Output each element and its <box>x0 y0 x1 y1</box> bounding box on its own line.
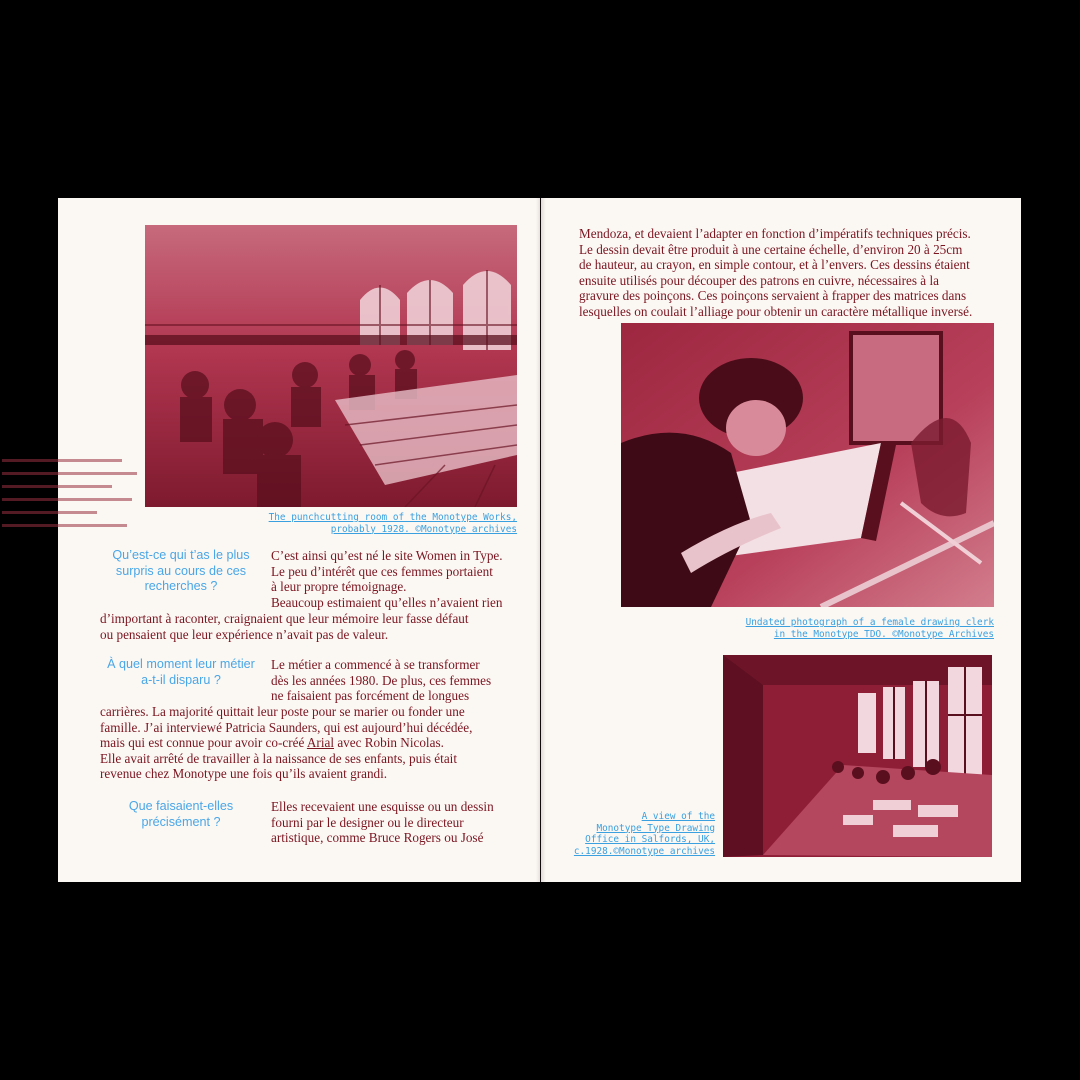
answer-2-text-b: avec Robin Nicolas. Elle avait arrêté de travailler à la naissance de ses enfants, puis était revenue chez Monotype une fois qu’ils avaient grandi. <box>100 735 457 782</box>
answer-2-continued <box>100 704 525 782</box>
photo2-caption: Undated photograph of a female drawing clerk in the Monotype TDO. ©Monotype Archives <box>745 617 994 640</box>
punchcutting-room-photo <box>145 225 517 507</box>
photo3-caption: A view of the Monotype Type Drawing Office in Salfords, UK, c.1928.©Monotype archives <box>573 811 715 857</box>
question-1: Qu’est-ce qui t’as le plus surpris au cours de ces recherches ? <box>112 548 250 593</box>
answer-2: Le métier a commencé à se transformer dès les années 1980. De plus, ces femmes ne faisaient pas forcément de longues <box>271 657 492 704</box>
question-3: Que faisaient-elles précisément ? <box>128 799 234 829</box>
answer-1-continued: d’important à raconter, craignaient que leur mémoire leur fasse défaut ou pensaient que leur expérience n’avait pas de valeur. <box>100 611 469 642</box>
book-gutter <box>536 198 546 882</box>
bleed-through-text <box>0 455 140 540</box>
question-2: À quel moment leur métier a-t-il disparu ? <box>107 657 255 687</box>
answer-1: C’est ainsi qu’est né le site Women in Type. Le peu d’intérêt que ces femmes portaient à leur propre témoignage. Beaucoup estimaient qu’elles n’avaient rien <box>271 548 503 610</box>
photo1-caption: The punchcutting room of the Monotype Works, probably 1928. ©Monotype archives <box>268 512 517 535</box>
answer-3: Elles recevaient une esquisse ou un dessin fourni par le designer ou le directeur artistique, comme Bruce Rogers ou José <box>271 799 494 846</box>
drawing-office-photo <box>723 655 992 857</box>
answer-2-text-a: carrières. La majorité quittait leur poste pour se marier ou fonder une famille. J’ai interviewé Patricia Saunders, qui est aujourd’hui décédée, mais qui est connue pour avoir co-créé <box>100 704 473 751</box>
right-page-text: Mendoza, et devaient l’adapter en fonction d’impératifs techniques précis. Le dessin devait être produit à une certaine échelle, d’environ 20 à 25cm de hauteur, au crayon, en simple contour, et à l’envers. Ces dessins étaient ensuite utilisés pour découper des patrons en cuivre, nécessaires à la gravure des poinçons. Ces poinçons servaient à frapper des matrices dans lesquelles on coulait l’alliage pour obtenir un caractère métallique inversé. <box>579 226 973 319</box>
arial-link: Arial <box>306 735 335 751</box>
drawing-clerk-photo <box>621 323 994 607</box>
